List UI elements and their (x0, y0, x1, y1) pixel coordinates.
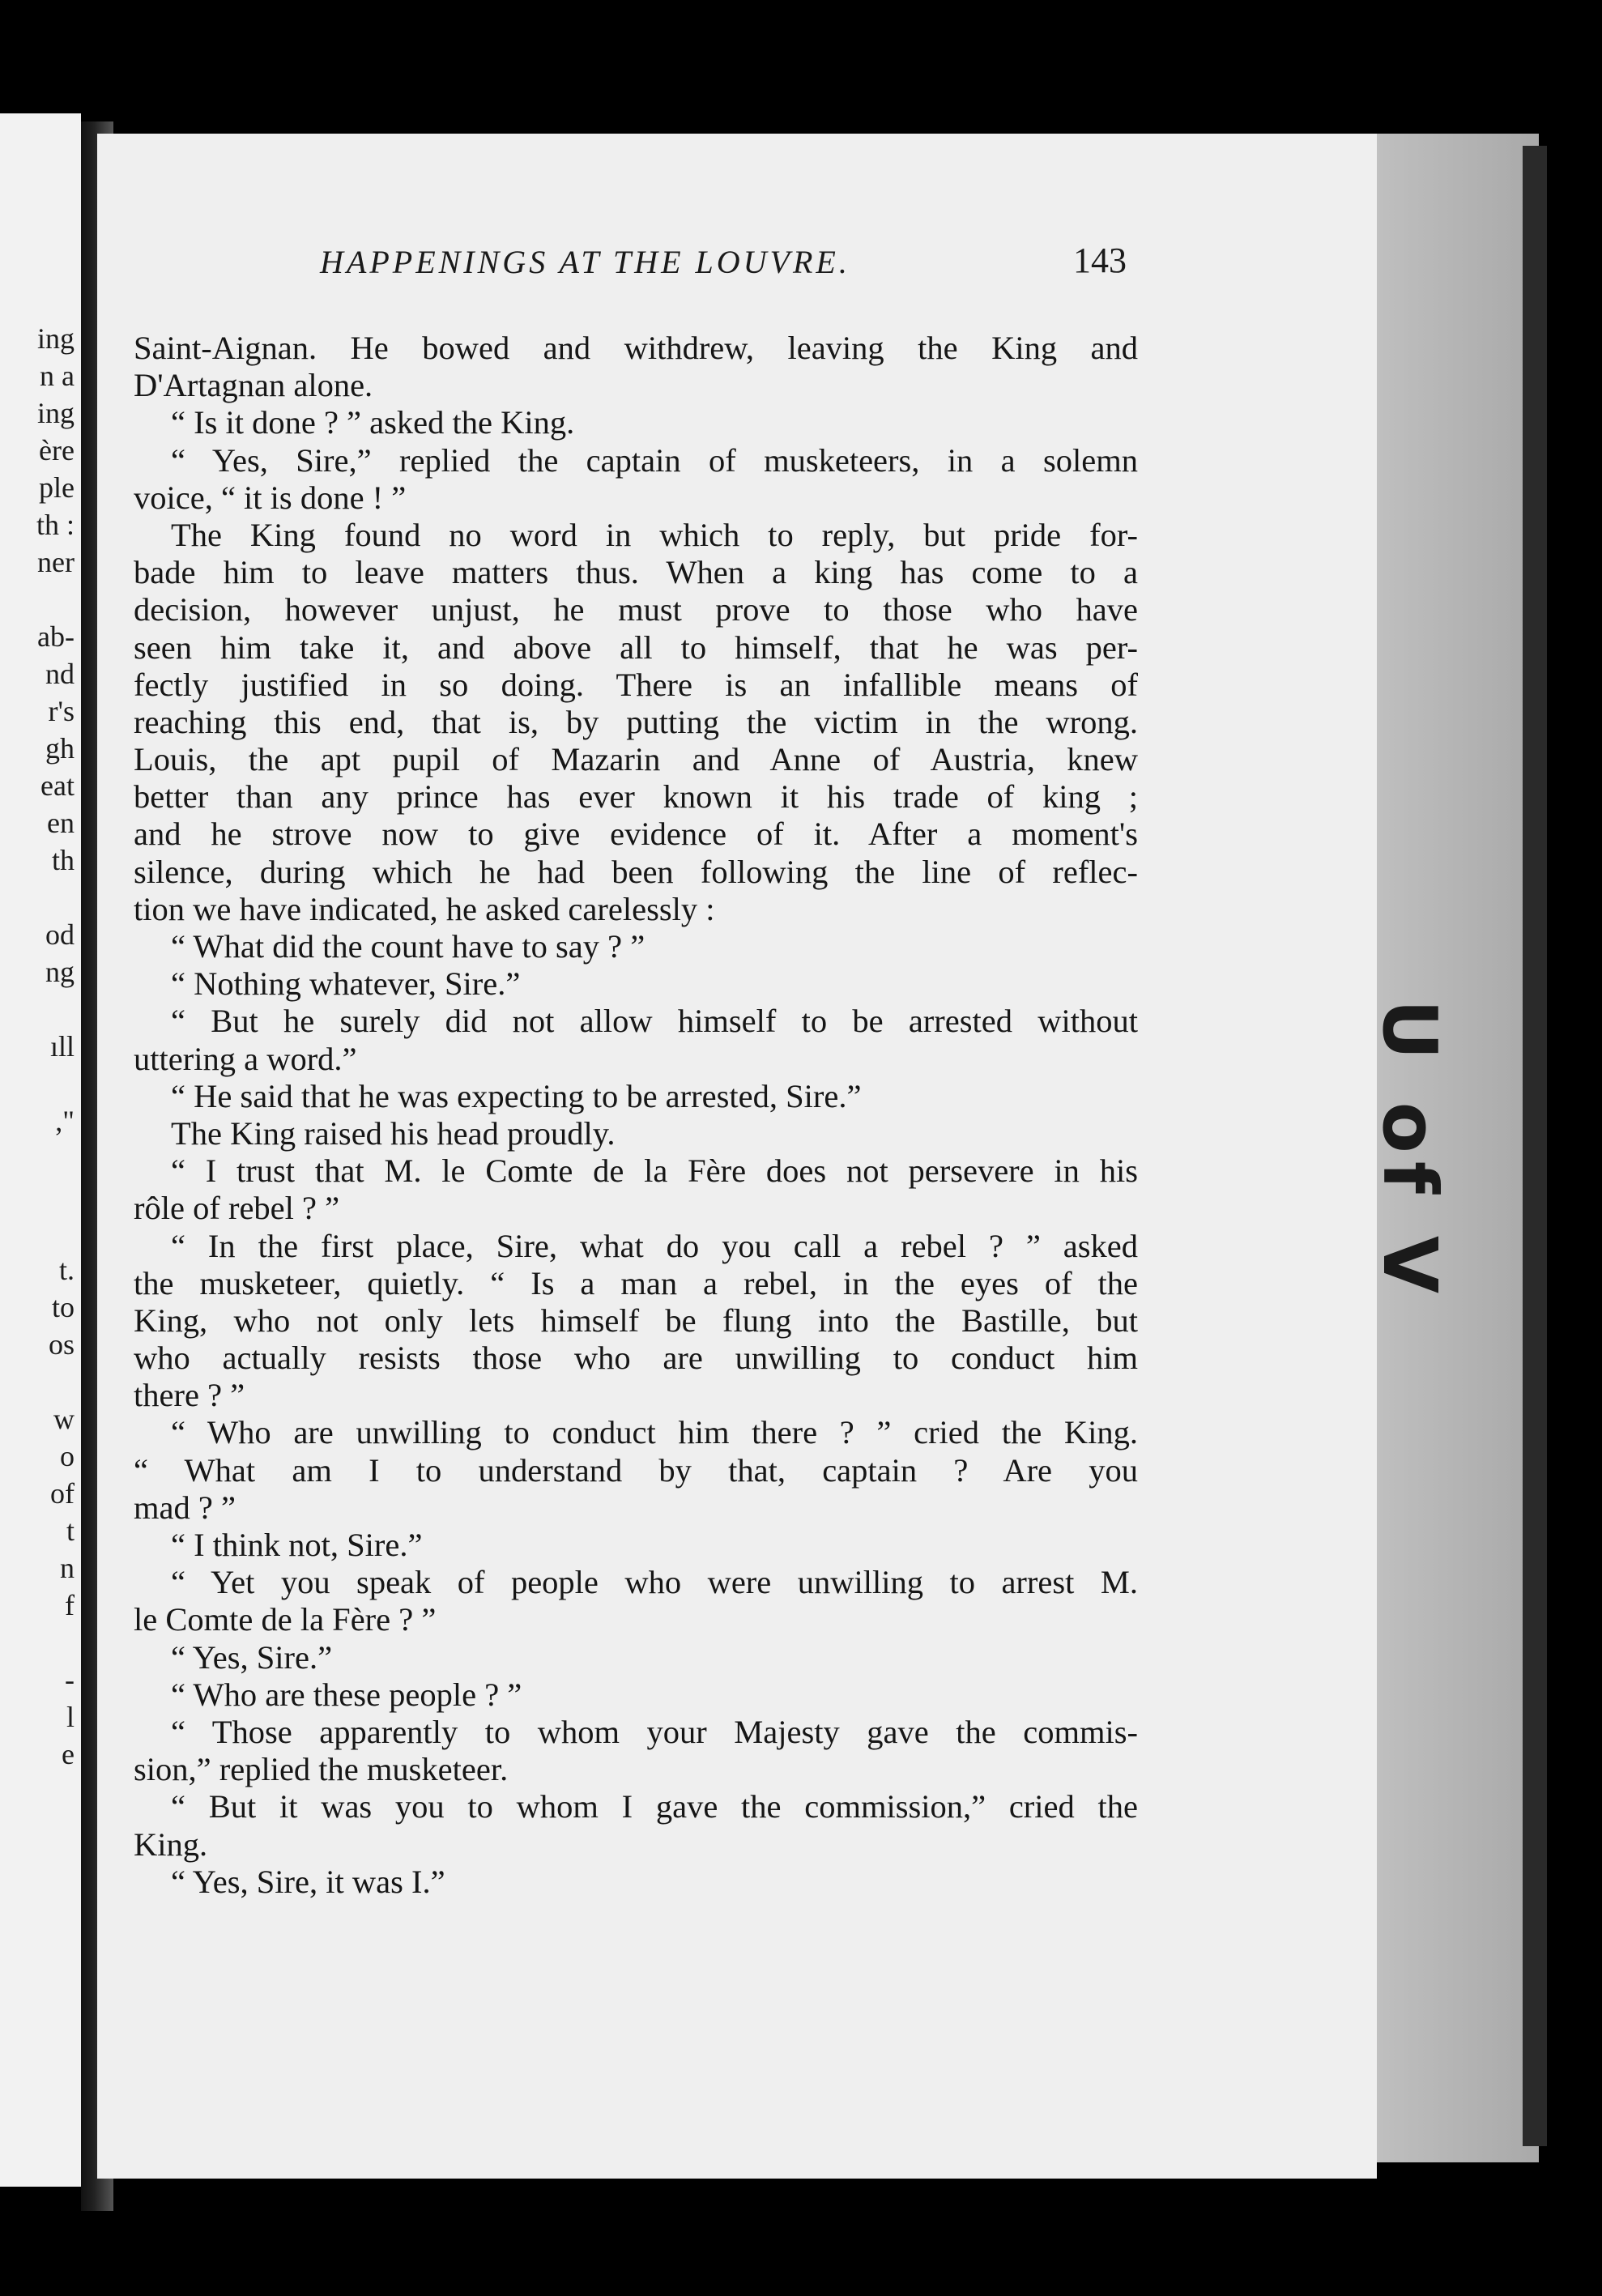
facing-page-fragment: ing (36, 322, 75, 355)
facing-page-fragment (36, 990, 75, 1028)
facing-page-fragment: ère (39, 434, 75, 466)
text-line: The King raised his head proudly. (171, 1114, 616, 1152)
text-line: seen him take it, and above all to himself, that he was per- (134, 628, 1138, 666)
text-line: reaching this end, that is, by putting the victim in the wrong. (134, 703, 1138, 740)
facing-page-fragment: ing (36, 397, 75, 429)
text-line: “ Who are these people ? ” (171, 1676, 522, 1713)
library-stamp-text: U of V (1366, 999, 1454, 1301)
page-number: 143 (1073, 241, 1127, 280)
facing-page-fragment: n (60, 1552, 75, 1584)
facing-page-fragment: th : (36, 509, 75, 541)
text-line: “ Yes, Sire, it was I.” (171, 1863, 445, 1900)
text-line: “ He said that he was expecting to be arrested, Sire.” (171, 1077, 862, 1114)
text-line: “ But he surely did not allow himself to be arrested without (171, 1003, 1138, 1040)
facing-page-fragment: r's (48, 695, 75, 727)
text-line: who actually resists those who are unwilling to conduct him (134, 1340, 1138, 1377)
facing-page-fragment: l (66, 1701, 75, 1733)
text-line: decision, however unjust, he must prove to those who have (134, 591, 1138, 628)
page-edge-shadow (1523, 146, 1547, 2146)
facing-page-fragment: ," (55, 1105, 75, 1137)
facing-page-fragment: od (45, 918, 75, 951)
facing-page-fragment (36, 1624, 75, 1661)
facing-page-fragment: w (53, 1403, 75, 1435)
text-line: D'Artagnan alone. (134, 367, 373, 404)
facing-page-fragment: ıll (49, 1030, 75, 1063)
text-line: voice, “ it is done ! ” (134, 479, 407, 516)
text-line: “ Is it done ? ” asked the King. (171, 404, 575, 441)
text-line: mad ? ” (134, 1489, 236, 1526)
text-line: fectly justified in so doing. There is an infallible means of (134, 666, 1138, 703)
text-line: “ What did the count have to say ? ” (171, 928, 645, 965)
text-line: Louis, the apt pupil of Mazarin and Anne of Austria, knew (134, 741, 1138, 778)
facing-page-fragment: gh (45, 732, 75, 765)
text-line: “ But it was you to whom I gave the commission,” cried the (171, 1788, 1138, 1825)
facing-page-fragment (36, 1139, 75, 1177)
text-line: rôle of rebel ? ” (134, 1190, 340, 1227)
facing-page-fragment: nd (45, 658, 75, 690)
text-line: sion,” replied the musketeer. (134, 1751, 509, 1788)
facing-page-fragment: - (65, 1663, 75, 1696)
facing-page-fragment (36, 1065, 75, 1102)
text-line: “ Yes, Sire.” (171, 1638, 333, 1676)
facing-page-fragment: ng (45, 956, 75, 988)
text-line: “ What am I to understand by that, captain ? Are you (134, 1451, 1138, 1489)
body-text (134, 330, 1138, 1901)
facing-page-fragment: e (62, 1738, 75, 1770)
facing-page-fragment (36, 581, 75, 618)
text-line: bade him to leave matters thus. When a king has come to a (134, 554, 1138, 591)
text-line: King. (134, 1825, 208, 1863)
text-line: and he strove now to give evidence of it. After a moment's (134, 816, 1138, 853)
facing-page-fragment: of (50, 1477, 75, 1510)
facing-page-fragment: os (48, 1328, 75, 1361)
text-line: King, who not only lets himself be flung into the Bastille, but (134, 1301, 1138, 1339)
facing-page-fragment (36, 879, 75, 916)
text-line: “ Who are unwilling to conduct him there ? ” cried the King. (171, 1414, 1138, 1451)
facing-page-fragment (36, 1177, 75, 1214)
text-line: “ Those apparently to whom your Majesty gave the commis- (171, 1713, 1138, 1750)
facing-page-fragment: f (65, 1589, 75, 1621)
text-line: the musketeer, quietly. “ Is a man a rebel, in the eyes of the (134, 1264, 1138, 1301)
facing-page (0, 113, 81, 2187)
text-line: “ I trust that M. le Comte de la Fère does not persevere in his (171, 1152, 1138, 1190)
facing-page-fragment: t. (58, 1254, 75, 1286)
facing-page-fragment (36, 1214, 75, 1251)
facing-page-fragment: n a (40, 360, 75, 392)
text-line: silence, during which he had been following the line of reflec- (134, 853, 1138, 890)
facing-page-fragment: ple (39, 471, 75, 504)
running-head: HAPPENINGS AT THE LOUVRE. (320, 244, 850, 280)
text-line: “ Yet you speak of people who were unwilling to arrest M. (171, 1564, 1138, 1601)
text-line: “ Yes, Sire,” replied the captain of musketeers, in a solemn (171, 441, 1138, 479)
text-line: “ Nothing whatever, Sire.” (171, 965, 521, 1003)
facing-page-fragment: to (51, 1291, 75, 1323)
library-stamp (1366, 939, 1454, 1361)
facing-page-fragment (36, 1363, 75, 1400)
text-line: “ In the first place, Sire, what do you call a rebel ? ” asked (171, 1227, 1138, 1264)
text-line: uttering a word.” (134, 1040, 357, 1077)
text-line: le Comte de la Fère ? ” (134, 1601, 437, 1638)
facing-page-fragment: ner (37, 546, 75, 578)
facing-page-fragment: eat (40, 769, 75, 802)
facing-page-text (36, 320, 75, 1773)
text-line: “ I think not, Sire.” (171, 1527, 423, 1563)
facing-page-fragment: ab- (37, 620, 75, 653)
text-line: there ? ” (134, 1377, 245, 1414)
text-line: better than any prince has ever known it his trade of king ; (134, 778, 1138, 816)
text-line: The King found no word in which to reply, but pride for- (171, 516, 1138, 553)
text-line: tion we have indicated, he asked carelessly : (134, 890, 715, 927)
facing-page-fragment: t (66, 1514, 75, 1547)
facing-page-fragment: o (60, 1440, 75, 1472)
facing-page-fragment: th (51, 844, 75, 876)
facing-page-fragment: en (47, 807, 75, 839)
text-line: Saint-Aignan. He bowed and withdrew, leaving the King and (134, 330, 1138, 366)
